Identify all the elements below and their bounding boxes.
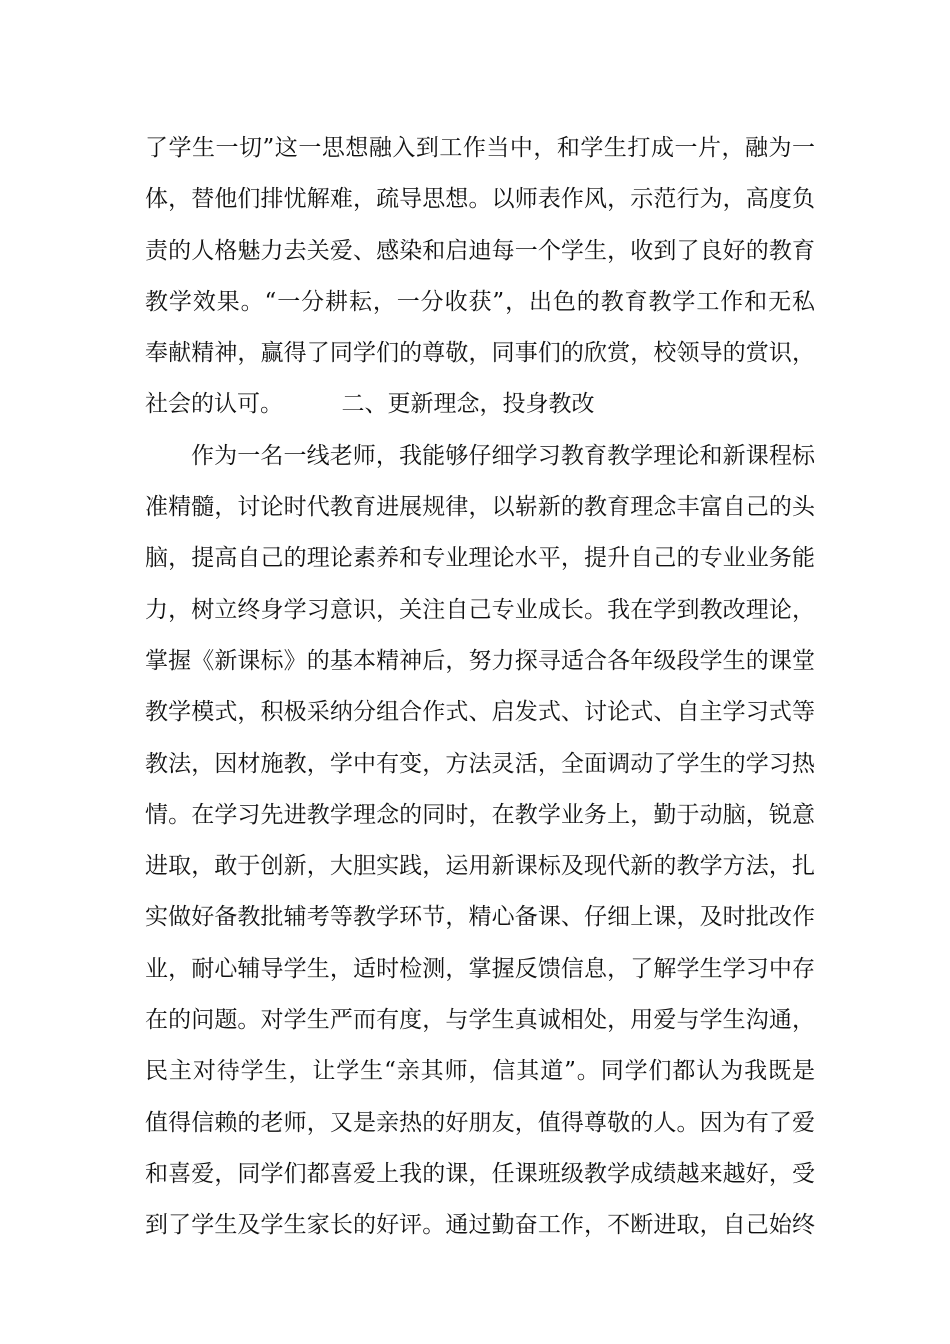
text-line-18: 在的问题。对学生严而有度，与学生真诚相处，用爱与学生沟通， [145, 1007, 815, 1034]
text-line-6-section-heading: 社会的认可。 二、更新理念，投身教改 [145, 391, 595, 418]
text-line-14: 情。在学习先进教学理念的同时，在教学业务上，勤于动脑，锐意 [145, 801, 815, 828]
text-line-10: 力，树立终身学习意识，关注自己专业成长。我在学到教改理论， [145, 596, 815, 623]
body-text [145, 126, 815, 1255]
text-line-19: 民主对待学生，让学生“亲其师，信其道”。同学们都认为我既是 [145, 1058, 815, 1085]
text-line-5: 奉献精神，赢得了同学们的尊敬，同事们的欣赏，校领导的赏识， [145, 340, 815, 367]
text-line-22: 到了学生及学生家长的好评。通过勤奋工作，不断进取，自己始终 [145, 1212, 815, 1239]
text-line-13: 教法，因材施教，学中有变，方法灵活，全面调动了学生的学习热 [145, 750, 815, 777]
text-line-21: 和喜爱，同学们都喜爱上我的课，任课班级教学成绩越来越好，受 [145, 1160, 815, 1187]
text-line-17: 业，耐心辅导学生，适时检测，掌握反馈信息，了解学生学习中存 [145, 955, 815, 982]
text-line-7: 作为一名一线老师，我能够仔细学习教育教学理论和新课程标 [191, 442, 815, 469]
text-line-8: 准精髓，讨论时代教育进展规律，以崭新的教育理念丰富自己的头 [145, 494, 815, 521]
text-line-2: 体，替他们排忧解难，疏导思想。以师表作风，示范行为，高度负 [145, 186, 815, 213]
text-line-9: 脑，提高自己的理论素养和专业理论水平，提升自己的专业业务能 [145, 545, 815, 572]
text-line-4: 教学效果。“一分耕耘，一分收获”，出色的教育教学工作和无私 [145, 288, 815, 315]
text-line-15: 进取，敢于创新，大胆实践，运用新课标及现代新的教学方法，扎 [145, 853, 815, 880]
text-line-3: 责的人格魅力去关爱、感染和启迪每一个学生，收到了良好的教育 [145, 237, 815, 264]
text-line-20: 值得信赖的老师，又是亲热的好朋友，值得尊敬的人。因为有了爱 [145, 1109, 815, 1136]
text-line-1: 了学生一切”这一思想融入到工作当中，和学生打成一片，融为一 [145, 135, 815, 161]
text-line-16: 实做好备教批辅考等教学环节，精心备课、仔细上课，及时批改作 [145, 904, 815, 931]
text-line-12: 教学模式，积极采纳分组合作式、启发式、讨论式、自主学习式等 [145, 699, 815, 726]
text-line-11: 掌握《新课标》的基本精神后，努力探寻适合各年级段学生的课堂 [145, 647, 815, 674]
